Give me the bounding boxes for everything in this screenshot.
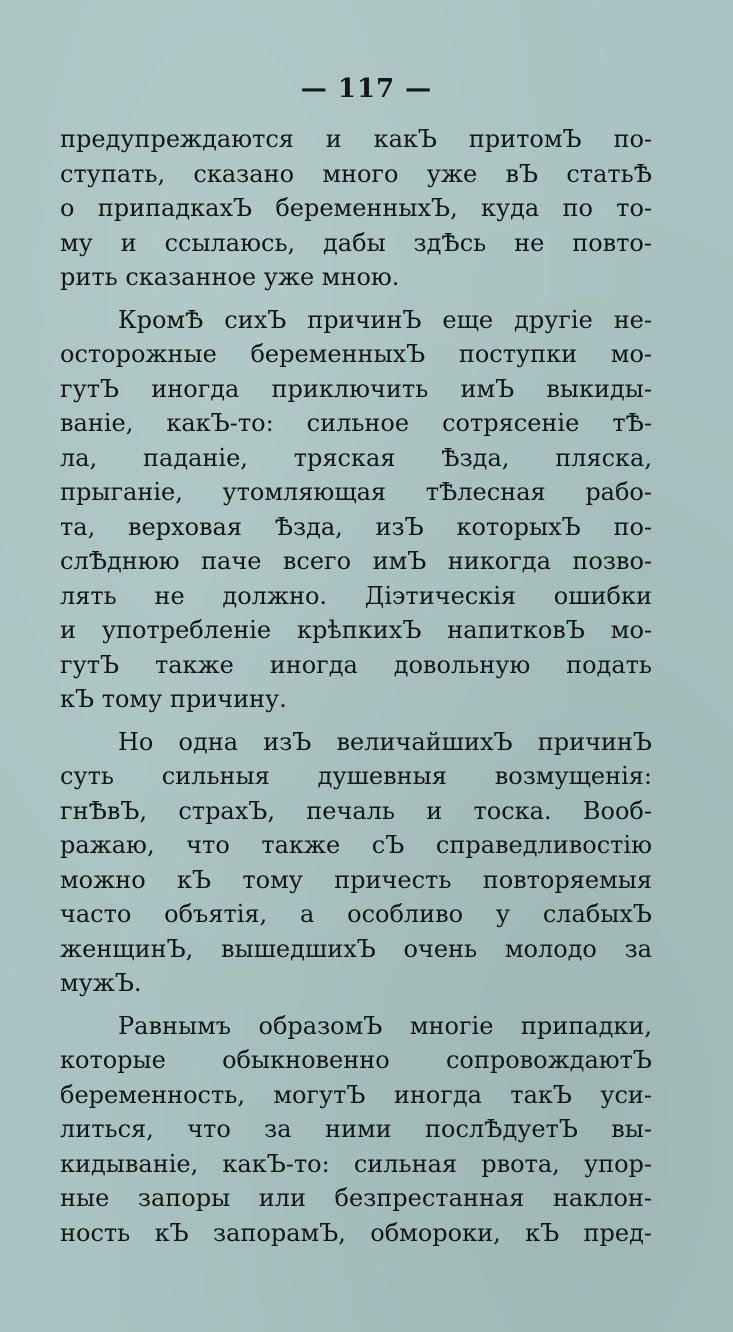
text-line: прыганіе, утомляющая тѢлесная рабо- [60,478,652,506]
text-line: часто объятія, а особливо у слабыхЪ [60,900,652,928]
text-line: гутЪ также иногда довольную подать [60,650,652,679]
text-line: которые обыкновенно сопровождаютЪ [60,1046,652,1074]
text-line: кЪ тому причину. [60,685,287,713]
text-line: слѢднюю паче всего имЪ никогда позво- [60,547,652,575]
text-line: гутЪ иногда приключить имЪ выкиды- [60,374,652,403]
text-line: суть сильныя душевныя возмущенія: [60,762,652,790]
text-line: беременность, могутЪ иногда такЪ уси- [60,1080,652,1109]
text-line: можно кЪ тому причесть повторяемыя [60,865,652,894]
paragraph [60,122,652,295]
text-line: предупреждаются и какЪ притомЪ по- [60,125,652,153]
body-text [60,122,652,1250]
text-line: гнѢвЪ, страхЪ, печаль и тоска. Вооб- [60,796,652,825]
text-line: литься, что за ними послѢдуетЪ вы- [60,1115,652,1143]
text-line: ступать, сказано много уже вЪ статьѢ [60,159,652,188]
text-line: му и ссылаюсь, дабы здѢсь не повто- [60,228,652,257]
text-line: ражаю, что также сЪ справедливостію [60,831,652,859]
text-line: Но одна изЪ величайшихЪ причинЪ [118,727,652,756]
text-line: и употребленіе крѣпкихЪ напитковЪ мо- [60,616,652,644]
text-line: женщинЪ, вышедшихЪ очень молодо за [60,934,652,963]
text-line: рить сказанное уже мною. [60,263,400,291]
paragraph [60,725,652,1001]
text-line: КромѢ сихЪ причинЪ еще другіе не- [118,305,652,334]
text-line: та, верховая Ѣзда, изЪ которыхЪ по- [60,512,652,541]
text-line: ваніе, какЪ-то: сильное сотрясеніе тѢ- [60,409,652,437]
text-line: ные запоры или безпрестанная наклон- [60,1184,652,1212]
text-line: о припадкахЪ беременныхЪ, куда по то- [60,194,652,222]
text-line: ла, паданіе, тряская Ѣзда, пляска, [60,443,652,472]
page-number: — 117 — [300,74,433,104]
text-line: осторожные беременныхЪ поступки мо- [60,340,652,368]
paragraph [60,1009,652,1251]
paragraph [60,303,652,717]
text-line: кидываніе, какЪ-то: сильная рвота, упор- [60,1149,652,1178]
text-line: мужЪ. [60,969,142,997]
text-line: ность кЪ запорамЪ, обмороки, кЪ пред- [60,1218,652,1247]
text-line: лять не должно. Діэтическія ошибки [60,581,652,610]
text-line: Равнымъ образомЪ многіе припадки, [118,1011,652,1040]
